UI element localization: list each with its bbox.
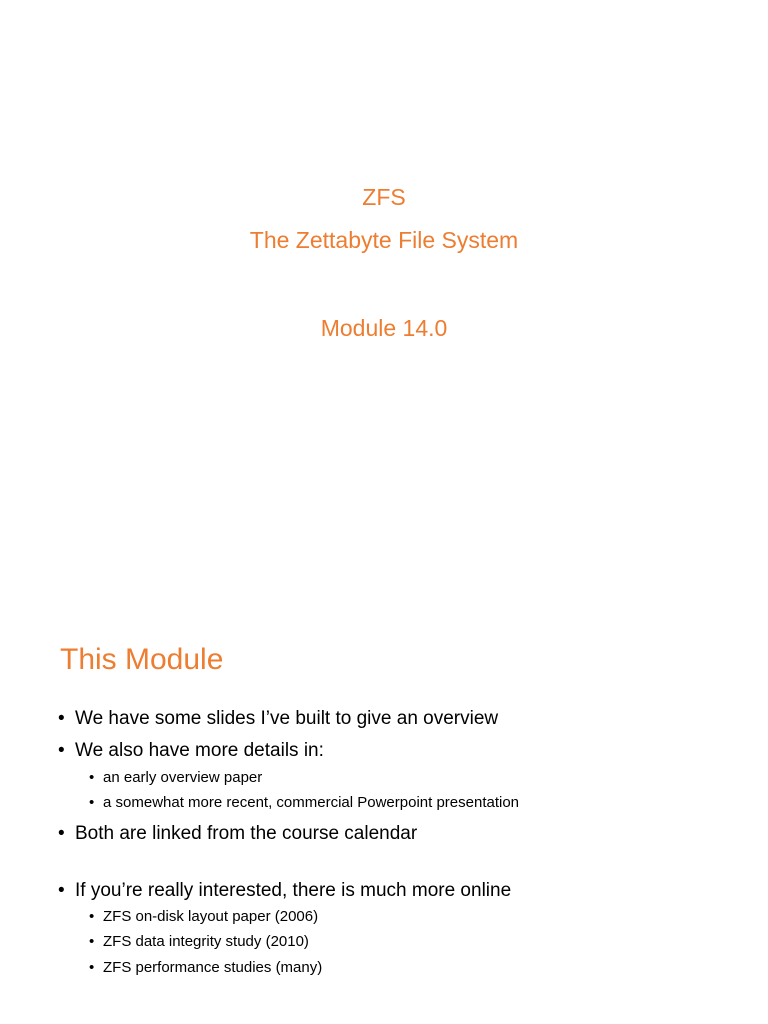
- bullet-marker: •: [58, 708, 65, 729]
- bullet-marker: •: [89, 769, 95, 786]
- slide-heading: This Module: [60, 643, 224, 676]
- slide-title: ZFS: [362, 184, 406, 210]
- bullet-item: [58, 879, 511, 903]
- bullet-text: Both are linked from the course calendar: [75, 823, 418, 844]
- sub-bullet-item: [89, 768, 262, 788]
- sub-bullet-item: [89, 932, 309, 952]
- bullet-marker: •: [58, 823, 65, 844]
- bullet-text: We also have more details in:: [75, 740, 324, 761]
- bullet-marker: •: [58, 880, 65, 901]
- bullet-item: [58, 707, 498, 731]
- bullet-item: [58, 822, 417, 846]
- bullet-marker: •: [89, 908, 95, 925]
- sub-bullet-item: [89, 958, 322, 978]
- sub-bullet-item: [89, 793, 519, 813]
- sub-bullet-text: an early overview paper: [103, 769, 263, 786]
- bullet-text: We have some slides I’ve built to give an overview: [75, 708, 499, 729]
- sub-bullet-text: ZFS data integrity study (2010): [103, 933, 309, 950]
- content-slide: [0, 512, 768, 1024]
- bullet-marker: •: [89, 959, 95, 976]
- module-number: Module 14.0: [320, 315, 448, 341]
- bullet-marker: •: [89, 933, 95, 950]
- slide-subtitle: The Zettabyte File System: [249, 227, 519, 253]
- bullet-marker: •: [89, 794, 95, 811]
- bullet-text: If you’re really interested, there is much more online: [75, 880, 512, 901]
- bullet-item: [58, 739, 324, 763]
- bullet-marker: •: [58, 740, 65, 761]
- sub-bullet-text: ZFS performance studies (many): [103, 959, 323, 976]
- sub-bullet-text: ZFS on-disk layout paper (2006): [103, 908, 319, 925]
- sub-bullet-item: [89, 907, 318, 927]
- sub-bullet-text: a somewhat more recent, commercial Powerpoint presentation: [103, 794, 520, 811]
